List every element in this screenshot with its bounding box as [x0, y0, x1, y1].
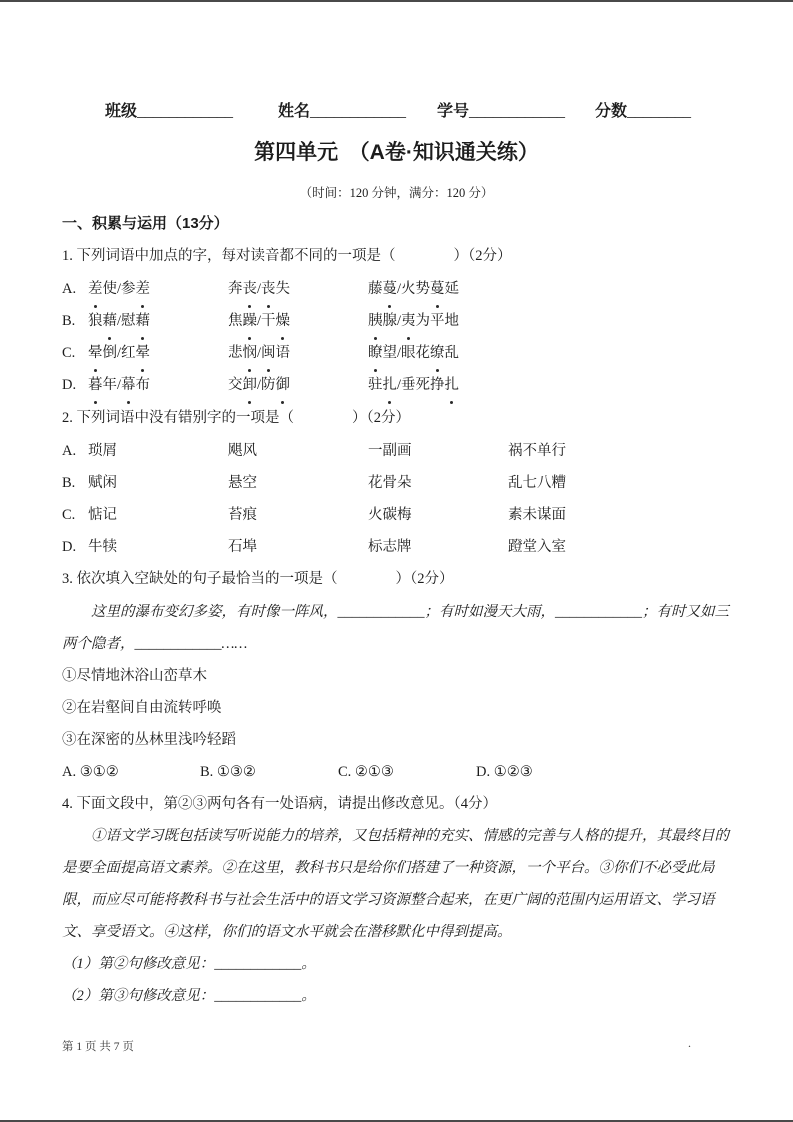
- student-id-label: 学号: [437, 103, 470, 120]
- score-label: 分数: [595, 103, 628, 120]
- q1-b-pair-1: 狼藉/慰藉: [88, 305, 228, 337]
- q2-a-word-2: 飓风: [228, 443, 257, 459]
- score-field: [595, 100, 691, 124]
- q2-option-d-label: D.: [62, 539, 77, 555]
- q3-choice-b: B. ①③②: [200, 764, 256, 780]
- q2-c-word-3: 火碳梅: [368, 507, 412, 523]
- q2-b-word-3: 花骨朵: [368, 475, 412, 491]
- q3-stem: 3. 依次填入空缺处的句子最恰当的一项是（ ）（2分）: [62, 571, 454, 587]
- q2-d-word-1: 牛犊: [88, 539, 117, 555]
- score-blank-line: ________: [627, 103, 692, 120]
- q1-a-pair-2: 奔丧/丧失: [228, 273, 368, 305]
- q2-a-word-3: 一副画: [368, 443, 412, 459]
- q1-option-d: [62, 369, 738, 401]
- q2-d-word-3: 标志牌: [368, 539, 412, 555]
- section-1-heading: 一、积累与运用（13分）: [62, 215, 229, 232]
- q1-c-pair-1: 晕倒/红晕: [88, 337, 228, 369]
- q2-option-a-label: A.: [62, 443, 77, 459]
- q1-option-a: [62, 273, 738, 305]
- q3-choices-row: [62, 756, 738, 788]
- q1-option-c: [62, 337, 738, 369]
- q3-choice-d: D. ①②③: [476, 764, 533, 780]
- q2-a-word-4: 祸不单行: [508, 443, 566, 459]
- q2-b-word-2: 悬空: [228, 475, 257, 491]
- q1-a-pair-1: 差使/参差: [88, 273, 228, 305]
- q4-answer-line-2: （2）第③句修改意见：____________。: [62, 988, 316, 1004]
- q1-b-pair-3: 胰腺/夷为平地: [368, 305, 738, 337]
- q3-choice-a: A. ③①②: [62, 764, 119, 780]
- stray-dot: .: [688, 1036, 691, 1050]
- student-id-field: [437, 100, 565, 124]
- page-top-edge-line: [0, 0, 793, 2]
- q1-d-pair-1: 暮年/幕布: [88, 369, 228, 401]
- q2-a-word-1: 琐屑: [88, 443, 117, 459]
- q1-d-pair-3: 驻扎/垂死挣扎: [368, 369, 738, 401]
- q1-a-pair-3: 藤蔓/火势蔓延: [368, 273, 738, 305]
- q2-d-word-4: 蹬堂入室: [508, 539, 566, 555]
- q4-answer-line-1: （1）第②句修改意见：____________。: [62, 956, 316, 972]
- q1-option-b-label: B.: [62, 313, 76, 329]
- q1-option-b: [62, 305, 738, 337]
- q3-item-2: ②在岩壑间自由流转呼唤: [62, 700, 222, 716]
- q2-c-word-2: 苔痕: [228, 507, 257, 523]
- name-label: 姓名: [278, 103, 311, 120]
- q2-option-b: [62, 467, 738, 499]
- name-blank-line: ____________: [310, 103, 407, 120]
- q3-passage: 这里的瀑布变幻多姿，有时像一阵风，____________；有时如漫天大雨，____________；有时又如三两个隐者，____________……: [62, 604, 729, 652]
- q2-option-a: [62, 435, 738, 467]
- paper-title: 第四单元 （A卷·知识通关练）: [254, 141, 539, 164]
- q4-passage: ①语文学习既包括读写听说能力的培养，又包括精神的充实、情感的完善与人格的提升，其最终目的是要全面提高语文素养。②在这里，教科书只是给你们搭建了一种资源，一个平台。③你们不必受此局限，而应尽可能将教科书与社会生活中的语文学习资源整合起来，在更广阔的范围内运用语文、学习语文、享受语文。④这样，你们的语文水平就会在潜移默化中得到提高。: [62, 828, 729, 940]
- name-field: [278, 100, 406, 124]
- q2-c-word-4: 素未谋面: [508, 507, 566, 523]
- student-id-blank-line: ____________: [469, 103, 566, 120]
- class-field: [105, 100, 233, 124]
- q1-stem: 1. 下列词语中加点的字，每对读音都不同的一项是（ ）（2分）: [62, 248, 512, 264]
- q2-option-c-label: C.: [62, 507, 76, 523]
- q2-b-word-1: 赋闲: [88, 475, 117, 491]
- q2-option-d: [62, 531, 738, 563]
- q1-option-d-label: D.: [62, 377, 77, 393]
- q1-option-c-label: C.: [62, 345, 76, 361]
- q2-c-word-1: 惦记: [88, 507, 117, 523]
- page-number-footer: 第 1 页 共 7 页: [62, 1041, 134, 1053]
- q1-b-pair-2: 焦躁/干燥: [228, 305, 368, 337]
- q2-d-word-2: 石埠: [228, 539, 257, 555]
- paper-subtitle: （时间：120 分钟，满分：120 分）: [299, 186, 494, 200]
- q3-choice-c: C. ②①③: [338, 764, 394, 780]
- q1-c-pair-3: 瞭望/眼花缭乱: [368, 337, 738, 369]
- q4-stem: 4. 下面文段中，第②③两句各有一处语病，请提出修改意见。（4分）: [62, 796, 497, 812]
- q3-item-1: ①尽情地沐浴山峦草木: [62, 668, 207, 684]
- q1-d-pair-2: 交卸/防御: [228, 369, 368, 401]
- q1-c-pair-2: 悲悯/闽语: [228, 337, 368, 369]
- class-label: 班级: [105, 103, 138, 120]
- q2-option-b-label: B.: [62, 475, 76, 491]
- q2-option-c: [62, 499, 738, 531]
- q3-item-3: ③在深密的丛林里浅吟轻蹈: [62, 732, 236, 748]
- q2-stem: 2. 下列词语中没有错别字的一项是（ ）（2分）: [62, 410, 410, 426]
- class-blank-line: ____________: [137, 103, 234, 120]
- q2-b-word-4: 乱七八糟: [508, 475, 566, 491]
- q1-option-a-label: A.: [62, 281, 77, 297]
